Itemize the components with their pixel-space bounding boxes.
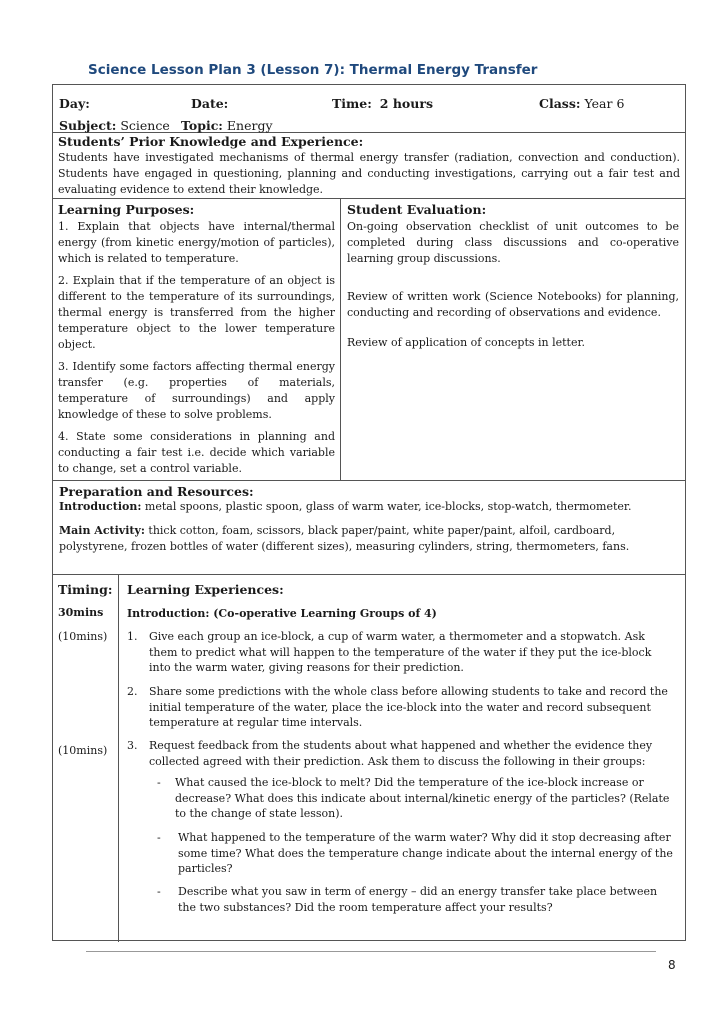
prior-knowledge-section [53,133,685,199]
preparation-main-activity [59,523,679,555]
student-evaluation-column [341,199,685,483]
evaluation-item: Review of application of concepts in letter. [347,336,586,349]
header-row [53,85,685,133]
list-item [127,684,673,731]
question-text: What caused the ice-block to melt? Did the temperature of the ice-block increase or decrease? What does this indicate about internal/kinetic energy of the particles? (Relate to the change of state lesson). [175,776,670,820]
topic-field [181,118,273,133]
purposes-section [53,199,685,481]
question-text: Describe what you saw in term of energy – did an energy transfer take place between the two substances? Did the room temperature affect your results? [178,885,658,914]
learning-purposes-heading: Learning Purposes: [58,202,195,217]
topic-label: Topic: [181,118,223,133]
step-number: 1. [127,630,138,643]
time-a: (10mins) [58,630,108,643]
dash-bullet: - [157,831,161,844]
prior-knowledge-text: Students have investigated mechanisms of thermal energy transfer (radiation, convection and conduction). Students have engaged in questioning, planning and conducting investigations, carrying out a fair test and evaluating evidence to extend their knowledge. [58,151,680,196]
preparation-heading: Preparation and Resources: [59,484,254,499]
question-item [133,884,673,915]
subject-value: Science [120,118,170,133]
time-field [332,96,433,111]
learning-purpose-item: 2. Explain that if the temperature of an object is different to the temperature of its surroundings, thermal energy is transferred from the higher temperature object to the lower temperature object. [58,274,335,351]
prior-knowledge-heading: Students’ Prior Knowledge and Experience: [58,134,364,149]
page-number: 8 [668,958,676,972]
subject-label: Subject: [59,118,117,133]
learning-purpose-item: 3. Identify some factors affecting thermal energy transfer (e.g. properties of materials, temperature of surroundings) and apply knowledge of these to solve problems. [58,360,335,421]
learning-purpose-item: 4. State some considerations in planning and conducting a fair test i.e. decide which variable to change, set a control variable. [58,430,335,475]
learning-experiences-column [119,575,685,942]
evaluation-item: Review of written work (Science Notebooks) for planning, conducting and recording of observations and evidence. [347,290,679,319]
intro-time: 30mins [58,606,104,619]
time-value: 2 hours [379,96,433,111]
footer-divider [86,951,656,952]
introduction-heading: Introduction: (Co-operative Learning Groups of 4) [127,607,437,620]
class-field [539,96,624,111]
time-label: Time: [332,96,372,111]
lesson-plan-table [52,84,686,941]
learning-experiences-heading: Learning Experiences: [127,582,284,597]
main-label: Main Activity: [59,524,145,537]
evaluation-item: On-going observation checklist of unit outcomes to be completed during class discussions and co-operative learning group discussions. [347,220,679,265]
page-title: Science Lesson Plan 3 (Lesson 7): Thermal Energy Transfer [88,62,538,78]
question-text: What happened to the temperature of the warm water? Why did it stop decreasing after some time? What does the temperature change indicate about the internal energy of the particles? [178,831,673,875]
step-text: Share some predictions with the whole class before allowing students to take and record the initial temperature of the water, place the ice-block into the water and record subsequent temperature at regular time intervals. [149,685,668,729]
subject-field [59,118,170,133]
date-label: Date: [191,96,229,111]
student-evaluation-heading: Student Evaluation: [347,202,487,217]
step-text: Give each group an ice-block, a cup of warm water, a thermometer and a stopwatch. Ask them to predict what will happen to the temperature of the water if they put the ice-block into the warm water, giving reasons for their prediction. [149,630,652,674]
step-number: 2. [127,685,138,698]
dash-bullet: - [157,885,161,898]
day-label: Day: [59,96,90,111]
class-value: Year 6 [584,96,625,111]
preparation-section [53,481,685,575]
class-label: Class: [539,96,581,111]
learning-purposes-column [53,199,341,480]
learning-section [53,575,685,942]
topic-value: Energy [226,118,273,133]
intro-text: metal spoons, plastic spoon, glass of warm water, ice-blocks, stop-watch, thermometer. [144,500,632,513]
time-b: (10mins) [58,744,108,757]
step-number: 3. [127,739,138,752]
list-item [127,629,673,676]
question-item [133,830,673,877]
dash-bullet: - [157,776,161,789]
timing-heading: Timing: [58,582,113,597]
timing-column [53,575,119,942]
preparation-introduction [59,499,679,515]
intro-label: Introduction: [59,500,142,513]
main-text: thick cotton, foam, scissors, black paper/paint, white paper/paint, alfoil, cardboard, polystyrene, frozen bottles of water (different sizes), measuring cylinders, string, thermometers, fans. [59,524,630,553]
question-item [133,775,673,822]
list-item [127,738,673,769]
learning-purpose-item: 1. Explain that objects have internal/thermal energy (from kinetic energy/motion of particles), which is related to temperature. [58,220,335,265]
step-text: Request feedback from the students about what happened and whether the evidence they collected agreed with their prediction. Ask them to discuss the following in their groups: [149,739,653,768]
